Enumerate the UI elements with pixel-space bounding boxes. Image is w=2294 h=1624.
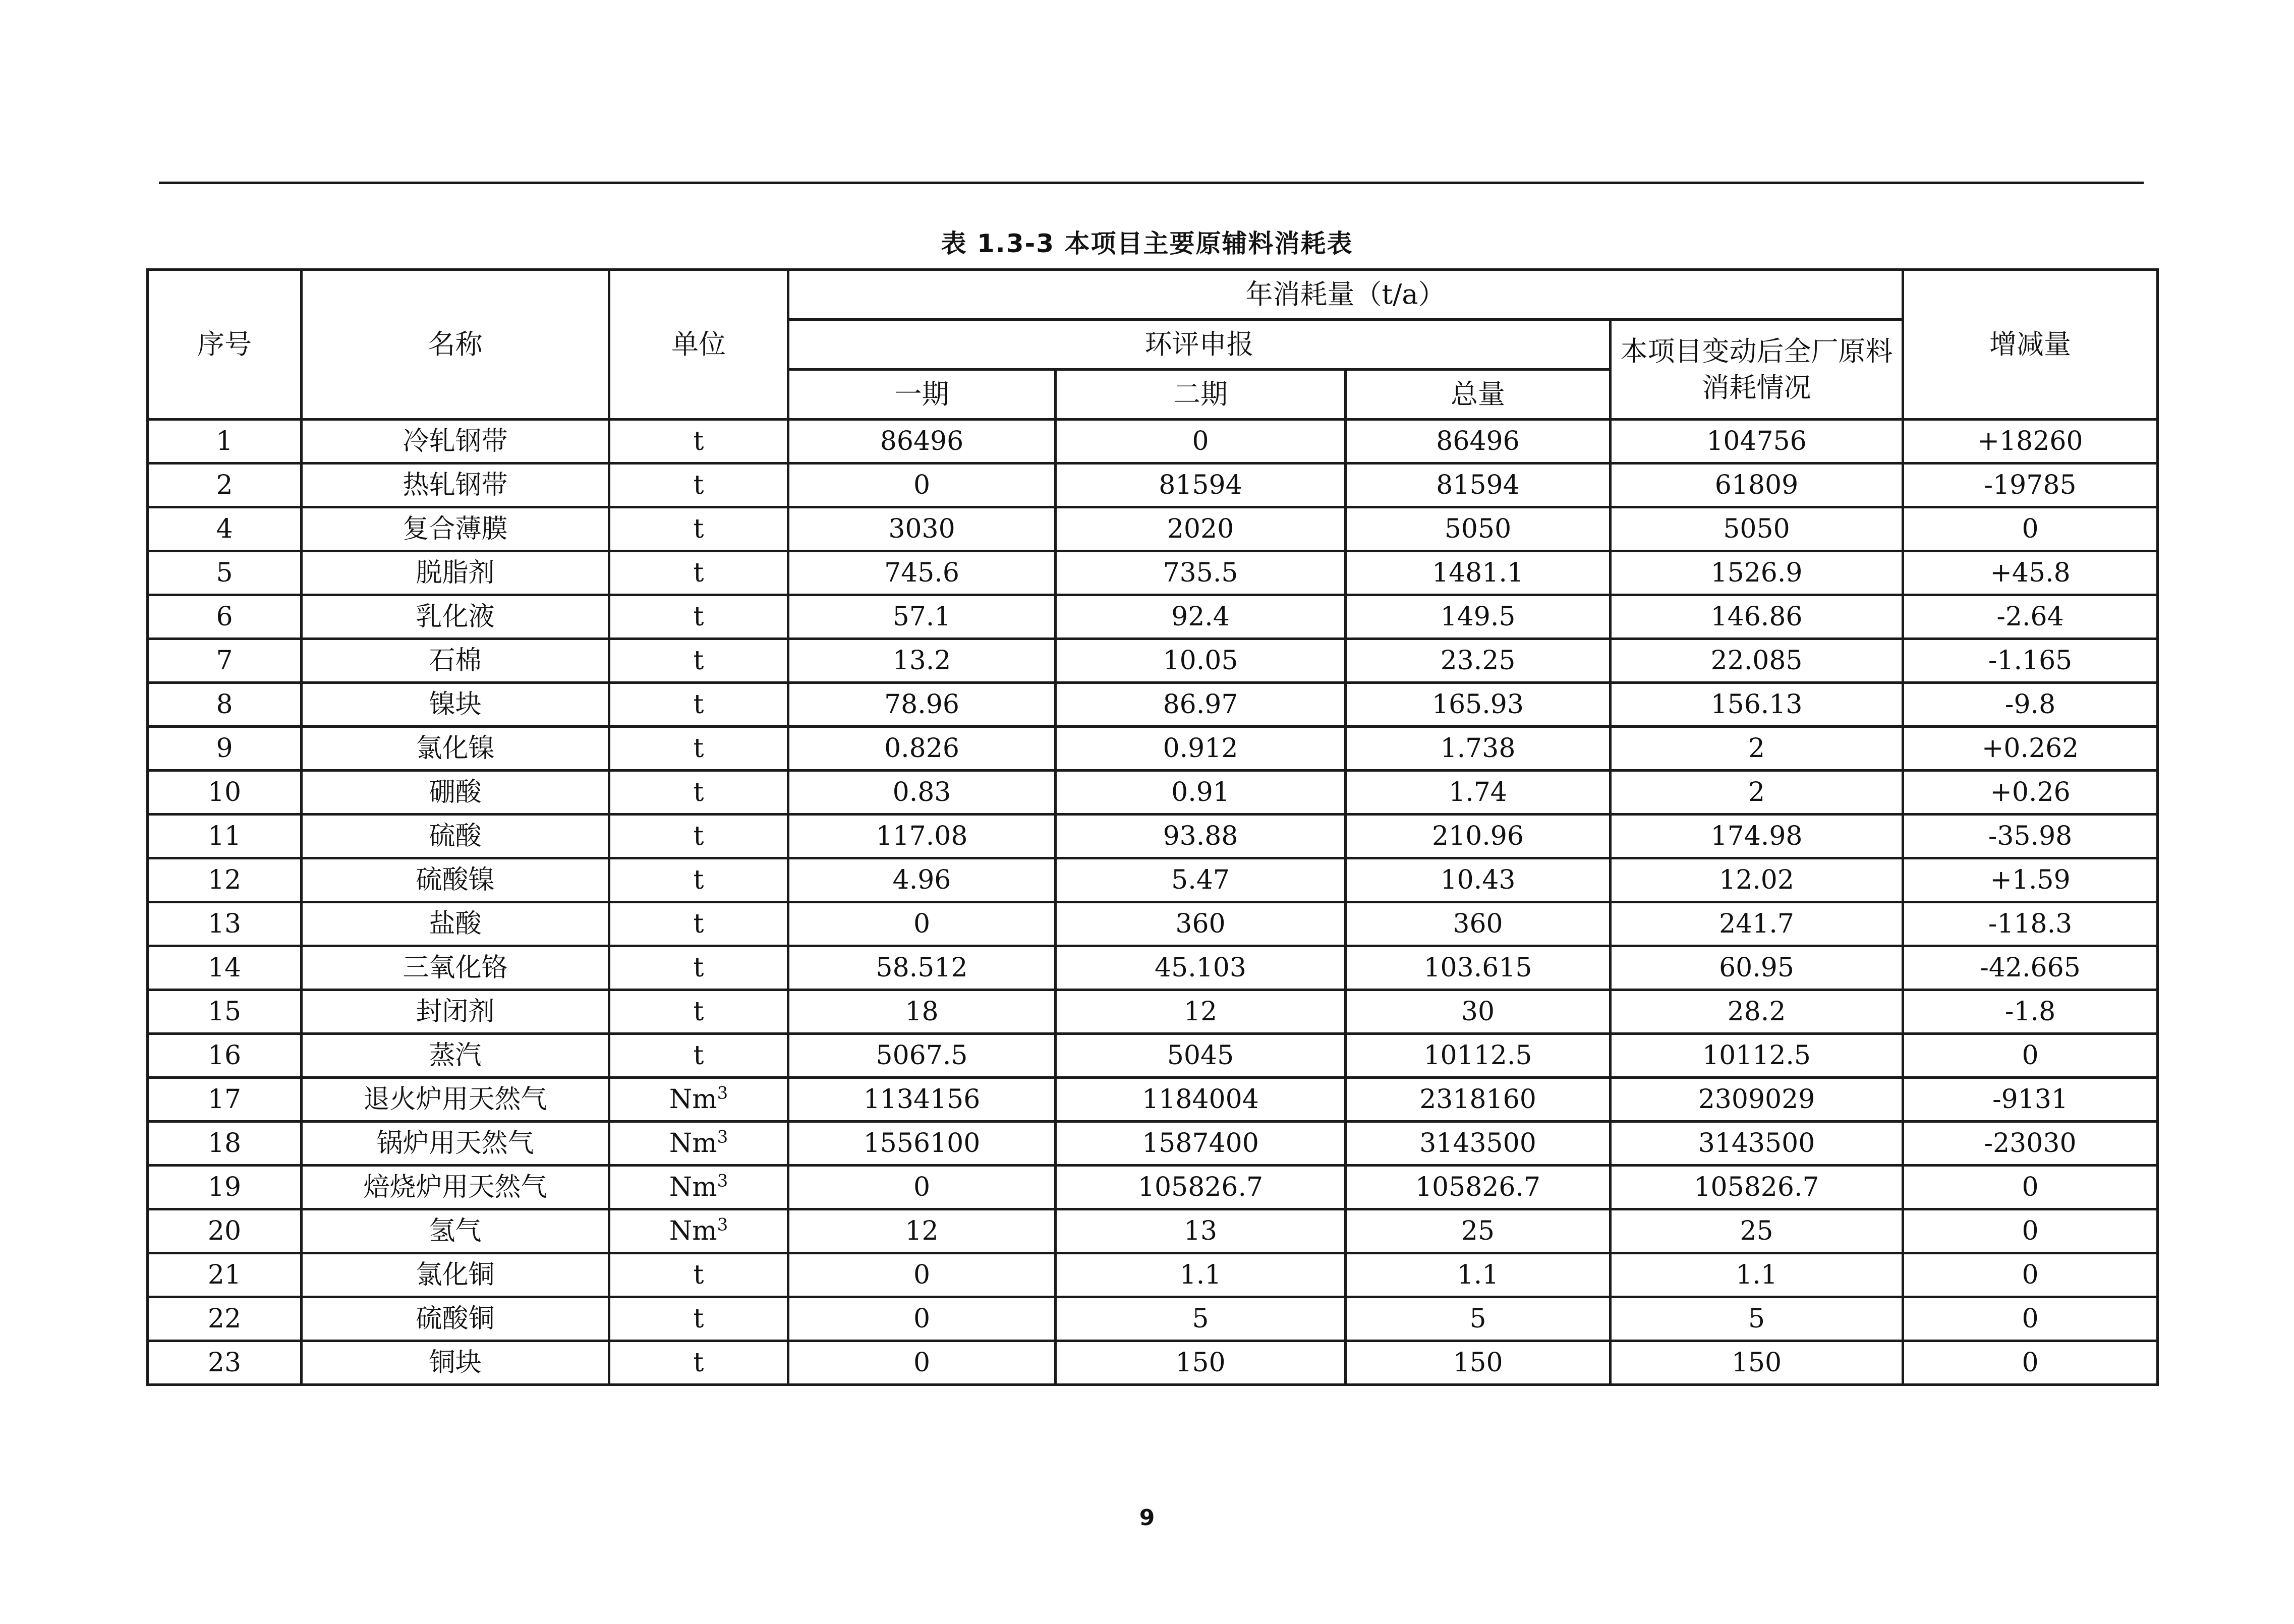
cell-phase-1: 745.6 [788, 551, 1056, 595]
cell-phase-1: 1134156 [788, 1078, 1056, 1122]
cell-delta: -9.8 [1903, 683, 2158, 727]
cell-after-change: 105826.7 [1611, 1166, 1903, 1209]
cell-after-change: 25 [1611, 1209, 1903, 1253]
header-phase-2: 二期 [1056, 370, 1346, 420]
page-number: 9 [1139, 1505, 1155, 1531]
cell-after-change: 2 [1611, 771, 1903, 815]
header-total: 总量 [1346, 370, 1611, 420]
cell-seq: 13 [148, 902, 302, 946]
cell-name: 硼酸 [302, 771, 609, 815]
table-row [148, 639, 2158, 683]
cell-name: 硫酸 [302, 815, 609, 858]
cell-phase-2: 86.97 [1056, 683, 1346, 727]
cell-phase-2: 1.1 [1056, 1253, 1346, 1297]
cell-seq: 4 [148, 507, 302, 551]
cell-delta: -118.3 [1903, 902, 2158, 946]
cell-name: 氯化镍 [302, 727, 609, 771]
cell-unit: t [609, 1253, 788, 1297]
header-annual-consumption: 年消耗量（t/a） [788, 270, 1903, 320]
cell-total: 5 [1346, 1297, 1611, 1341]
cell-total: 165.93 [1346, 683, 1611, 727]
cell-unit: t [609, 815, 788, 858]
cell-name: 脱脂剂 [302, 551, 609, 595]
cell-unit: t [609, 1034, 788, 1078]
cell-unit [609, 1166, 788, 1209]
cell-total: 10.43 [1346, 858, 1611, 902]
cell-unit: t [609, 463, 788, 507]
cell-after-change: 22.085 [1611, 639, 1903, 683]
cell-after-change: 241.7 [1611, 902, 1903, 946]
table-row [148, 507, 2158, 551]
cell-total: 103.615 [1346, 946, 1611, 990]
header-phase-1: 一期 [788, 370, 1056, 420]
cell-total: 3143500 [1346, 1122, 1611, 1166]
cell-seq: 22 [148, 1297, 302, 1341]
table-row [148, 1209, 2158, 1253]
table-row [148, 902, 2158, 946]
table-caption: 表 1.3-3 本项目主要原辅料消耗表 [941, 229, 1353, 258]
table-row [148, 463, 2158, 507]
cell-phase-1: 3030 [788, 507, 1056, 551]
cell-seq: 5 [148, 551, 302, 595]
cell-phase-2: 13 [1056, 1209, 1346, 1253]
cell-name: 冷轧钢带 [302, 420, 609, 463]
cell-phase-1: 5067.5 [788, 1034, 1056, 1078]
cell-name: 铜块 [302, 1341, 609, 1385]
cell-name: 热轧钢带 [302, 463, 609, 507]
cell-total: 23.25 [1346, 639, 1611, 683]
header-row-1 [148, 270, 2158, 320]
cell-name: 石棉 [302, 639, 609, 683]
cell-phase-2: 1587400 [1056, 1122, 1346, 1166]
cell-seq: 17 [148, 1078, 302, 1122]
cell-seq: 15 [148, 990, 302, 1034]
cell-total: 360 [1346, 902, 1611, 946]
cell-phase-2: 12 [1056, 990, 1346, 1034]
cell-name: 锅炉用天然气 [302, 1122, 609, 1166]
cell-unit: t [609, 902, 788, 946]
table-row [148, 1166, 2158, 1209]
cell-phase-1: 4.96 [788, 858, 1056, 902]
cell-seq: 1 [148, 420, 302, 463]
cell-seq: 21 [148, 1253, 302, 1297]
table-row [148, 420, 2158, 463]
cell-delta: 0 [1903, 1341, 2158, 1385]
cell-total: 1481.1 [1346, 551, 1611, 595]
cell-after-change: 60.95 [1611, 946, 1903, 990]
cell-seq: 9 [148, 727, 302, 771]
cell-delta: -2.64 [1903, 595, 2158, 639]
header-seq: 序号 [148, 270, 302, 420]
cell-after-change: 150 [1611, 1341, 1903, 1385]
cell-delta: -9131 [1903, 1078, 2158, 1122]
unit-base: Nm [669, 1128, 717, 1158]
cell-seq: 8 [148, 683, 302, 727]
cell-phase-1: 0 [788, 902, 1056, 946]
cell-unit: t [609, 639, 788, 683]
cell-unit: t [609, 595, 788, 639]
cell-phase-1: 0 [788, 1297, 1056, 1341]
cell-after-change: 1526.9 [1611, 551, 1903, 595]
cell-delta: 0 [1903, 1297, 2158, 1341]
cell-phase-1: 0 [788, 1253, 1056, 1297]
header-after-change: 本项目变动后全厂原料消耗情况 [1611, 320, 1903, 420]
cell-unit: t [609, 1297, 788, 1341]
cell-total: 86496 [1346, 420, 1611, 463]
cell-total: 149.5 [1346, 595, 1611, 639]
table-row [148, 946, 2158, 990]
cell-unit: t [609, 420, 788, 463]
cell-after-change: 61809 [1611, 463, 1903, 507]
cell-phase-1: 0.826 [788, 727, 1056, 771]
cell-after-change: 2309029 [1611, 1078, 1903, 1122]
cell-name: 硫酸铜 [302, 1297, 609, 1341]
cell-phase-1: 0.83 [788, 771, 1056, 815]
cell-total: 1.1 [1346, 1253, 1611, 1297]
cell-phase-2: 360 [1056, 902, 1346, 946]
cell-name: 封闭剂 [302, 990, 609, 1034]
cell-total: 105826.7 [1346, 1166, 1611, 1209]
cell-delta: -19785 [1903, 463, 2158, 507]
cell-total: 1.74 [1346, 771, 1611, 815]
cell-phase-2: 45.103 [1056, 946, 1346, 990]
cell-seq: 16 [148, 1034, 302, 1078]
cell-name: 硫酸镍 [302, 858, 609, 902]
cell-delta: -23030 [1903, 1122, 2158, 1166]
unit-superscript: 3 [717, 1214, 728, 1235]
table-body [148, 270, 2158, 1385]
cell-after-change: 2 [1611, 727, 1903, 771]
unit-base: Nm [669, 1172, 717, 1202]
cell-delta: -35.98 [1903, 815, 2158, 858]
cell-after-change: 146.86 [1611, 595, 1903, 639]
table-row [148, 858, 2158, 902]
cell-phase-2: 10.05 [1056, 639, 1346, 683]
cell-phase-1: 12 [788, 1209, 1056, 1253]
cell-delta: 0 [1903, 1166, 2158, 1209]
cell-total: 30 [1346, 990, 1611, 1034]
cell-after-change: 3143500 [1611, 1122, 1903, 1166]
cell-unit: t [609, 551, 788, 595]
cell-delta: +0.262 [1903, 727, 2158, 771]
cell-name: 三氧化铬 [302, 946, 609, 990]
cell-phase-1: 0 [788, 1341, 1056, 1385]
cell-delta: 0 [1903, 1209, 2158, 1253]
table-row [148, 551, 2158, 595]
cell-total: 81594 [1346, 463, 1611, 507]
cell-unit: t [609, 771, 788, 815]
cell-after-change: 104756 [1611, 420, 1903, 463]
cell-name: 氢气 [302, 1209, 609, 1253]
unit-superscript: 3 [717, 1083, 728, 1104]
cell-delta: -1.165 [1903, 639, 2158, 683]
cell-after-change: 12.02 [1611, 858, 1903, 902]
cell-phase-1: 57.1 [788, 595, 1056, 639]
cell-unit: t [609, 507, 788, 551]
cell-seq: 2 [148, 463, 302, 507]
table-row [148, 683, 2158, 727]
cell-phase-2: 1184004 [1056, 1078, 1346, 1122]
cell-after-change: 5 [1611, 1297, 1903, 1341]
cell-unit: t [609, 1341, 788, 1385]
cell-unit: t [609, 858, 788, 902]
cell-phase-2: 5045 [1056, 1034, 1346, 1078]
cell-after-change: 28.2 [1611, 990, 1903, 1034]
cell-phase-1: 1556100 [788, 1122, 1056, 1166]
cell-phase-1: 0 [788, 1166, 1056, 1209]
cell-after-change: 174.98 [1611, 815, 1903, 858]
unit-base: Nm [669, 1084, 717, 1115]
header-unit: 单位 [609, 270, 788, 420]
cell-unit [609, 1078, 788, 1122]
cell-name: 蒸汽 [302, 1034, 609, 1078]
cell-phase-2: 0.912 [1056, 727, 1346, 771]
cell-seq: 14 [148, 946, 302, 990]
cell-phase-1: 86496 [788, 420, 1056, 463]
cell-seq: 19 [148, 1166, 302, 1209]
cell-delta: -42.665 [1903, 946, 2158, 990]
cell-after-change: 1.1 [1611, 1253, 1903, 1297]
cell-seq: 11 [148, 815, 302, 858]
cell-seq: 10 [148, 771, 302, 815]
cell-seq: 18 [148, 1122, 302, 1166]
table-row [148, 815, 2158, 858]
cell-phase-1: 78.96 [788, 683, 1056, 727]
table-row [148, 1253, 2158, 1297]
cell-delta: +0.26 [1903, 771, 2158, 815]
cell-delta: 0 [1903, 1253, 2158, 1297]
cell-name: 镍块 [302, 683, 609, 727]
cell-seq: 6 [148, 595, 302, 639]
cell-phase-2: 81594 [1056, 463, 1346, 507]
cell-total: 1.738 [1346, 727, 1611, 771]
cell-unit: t [609, 727, 788, 771]
cell-phase-1: 0 [788, 463, 1056, 507]
cell-name: 氯化铜 [302, 1253, 609, 1297]
cell-phase-1: 58.512 [788, 946, 1056, 990]
cell-total: 5050 [1346, 507, 1611, 551]
cell-phase-1: 18 [788, 990, 1056, 1034]
cell-delta: +45.8 [1903, 551, 2158, 595]
cell-phase-2: 735.5 [1056, 551, 1346, 595]
cell-after-change: 10112.5 [1611, 1034, 1903, 1078]
cell-unit [609, 1122, 788, 1166]
cell-total: 2318160 [1346, 1078, 1611, 1122]
cell-after-change: 5050 [1611, 507, 1903, 551]
cell-name: 盐酸 [302, 902, 609, 946]
cell-delta: +18260 [1903, 420, 2158, 463]
header-delta: 增减量 [1903, 270, 2158, 420]
unit-superscript: 3 [717, 1171, 728, 1191]
cell-phase-2: 5.47 [1056, 858, 1346, 902]
cell-delta: 0 [1903, 507, 2158, 551]
cell-phase-2: 2020 [1056, 507, 1346, 551]
unit-superscript: 3 [717, 1127, 728, 1147]
cell-seq: 7 [148, 639, 302, 683]
consumption-table [146, 268, 2159, 1386]
cell-seq: 12 [148, 858, 302, 902]
table-row [148, 1341, 2158, 1385]
table-row [148, 727, 2158, 771]
cell-phase-2: 105826.7 [1056, 1166, 1346, 1209]
cell-seq: 20 [148, 1209, 302, 1253]
cell-name: 退火炉用天然气 [302, 1078, 609, 1122]
unit-base: Nm [669, 1216, 717, 1246]
header-rule [159, 182, 2144, 184]
cell-total: 25 [1346, 1209, 1611, 1253]
cell-name: 复合薄膜 [302, 507, 609, 551]
cell-delta: +1.59 [1903, 858, 2158, 902]
header-name: 名称 [302, 270, 609, 420]
cell-delta: -1.8 [1903, 990, 2158, 1034]
cell-total: 210.96 [1346, 815, 1611, 858]
cell-phase-2: 92.4 [1056, 595, 1346, 639]
cell-unit [609, 1209, 788, 1253]
cell-phase-1: 13.2 [788, 639, 1056, 683]
cell-phase-2: 0.91 [1056, 771, 1346, 815]
header-eia-declared: 环评申报 [788, 320, 1611, 370]
cell-seq: 23 [148, 1341, 302, 1385]
cell-phase-2: 0 [1056, 420, 1346, 463]
cell-phase-2: 93.88 [1056, 815, 1346, 858]
cell-total: 150 [1346, 1341, 1611, 1385]
cell-phase-2: 150 [1056, 1341, 1346, 1385]
cell-phase-1: 117.08 [788, 815, 1056, 858]
table-row [148, 990, 2158, 1034]
table-row [148, 1034, 2158, 1078]
cell-after-change: 156.13 [1611, 683, 1903, 727]
cell-unit: t [609, 990, 788, 1034]
table-row [148, 771, 2158, 815]
table-row [148, 595, 2158, 639]
cell-total: 10112.5 [1346, 1034, 1611, 1078]
cell-name: 焙烧炉用天然气 [302, 1166, 609, 1209]
cell-unit: t [609, 683, 788, 727]
cell-unit: t [609, 946, 788, 990]
cell-delta: 0 [1903, 1034, 2158, 1078]
cell-phase-2: 5 [1056, 1297, 1346, 1341]
table-row [148, 1078, 2158, 1122]
table-row [148, 1297, 2158, 1341]
table-row [148, 1122, 2158, 1166]
cell-name: 乳化液 [302, 595, 609, 639]
